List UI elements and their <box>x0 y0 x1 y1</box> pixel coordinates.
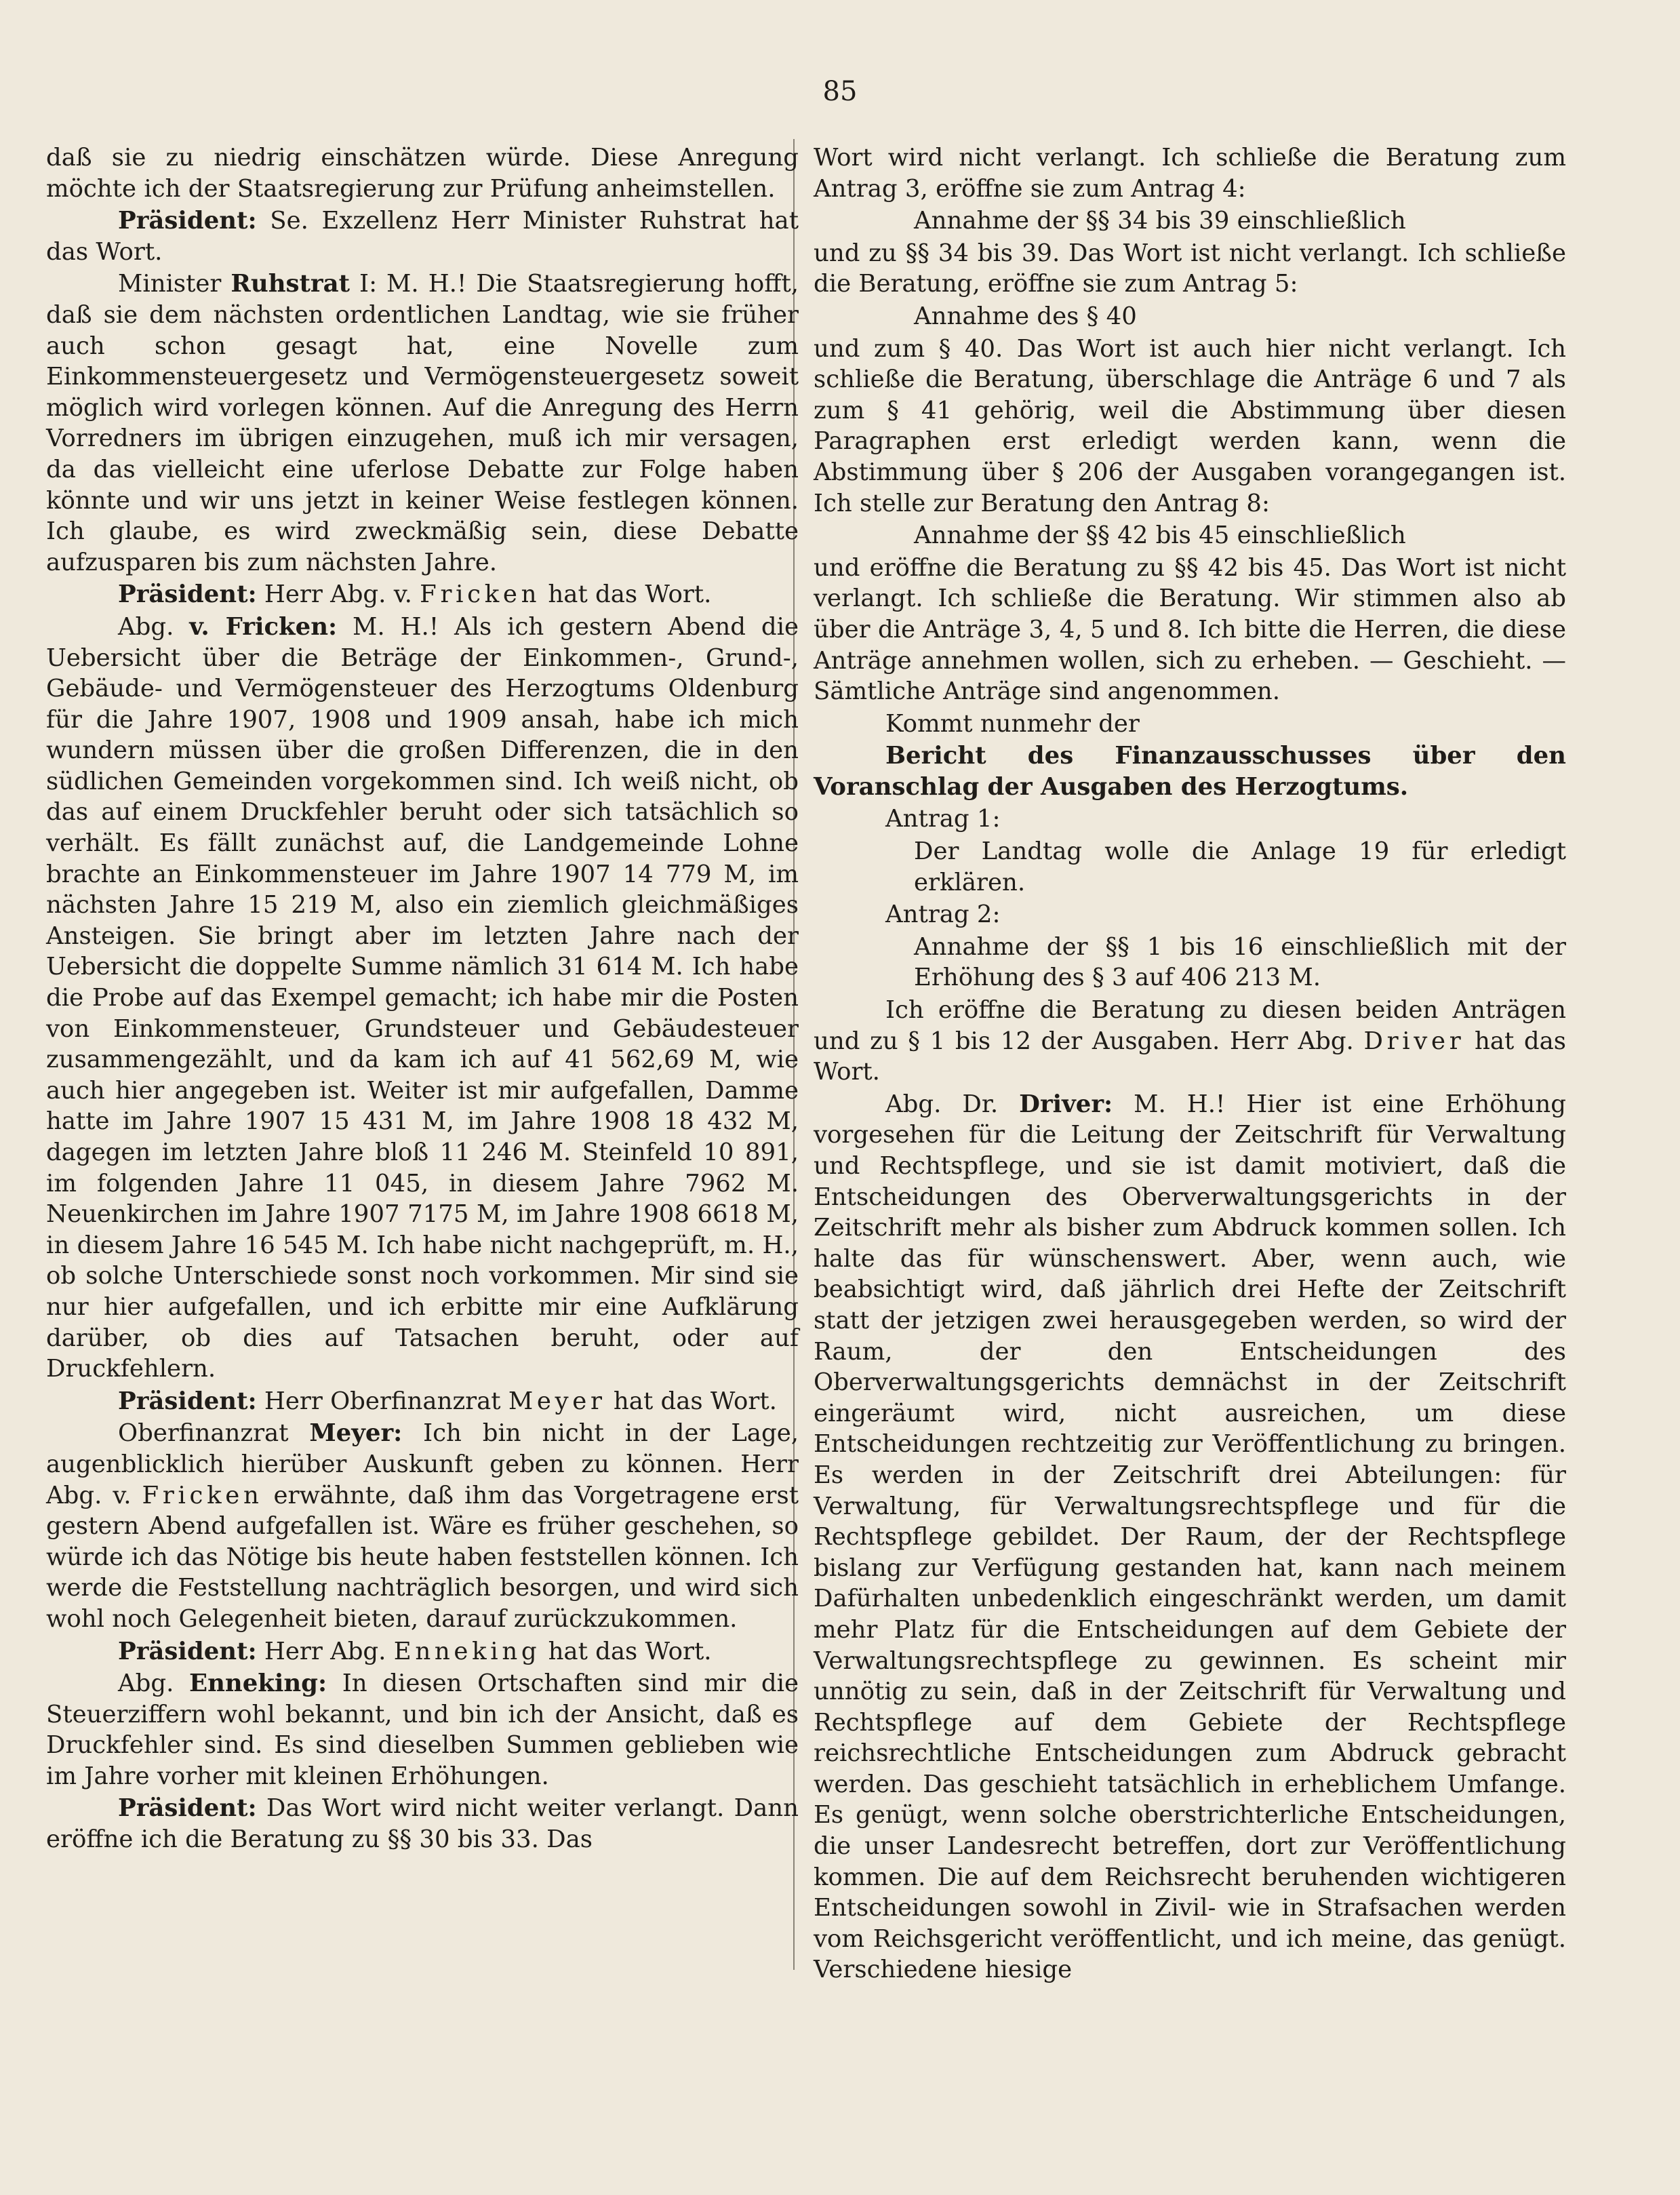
speaker-name: Enneking: <box>189 1669 327 1698</box>
person-name: Fricken <box>420 580 541 609</box>
paragraph <box>46 1636 799 1667</box>
speaker-name: Präsident: <box>118 207 257 235</box>
speech-text: Ich bin nicht in der Lage, augenblicklich hierüber Auskunft geben zu können. Herr Abg. v. <box>46 1419 799 1509</box>
paragraph <box>46 579 799 610</box>
speaker-name: Driver: <box>1019 1090 1113 1118</box>
speaker-title: Oberfinanzrat <box>118 1419 310 1448</box>
paragraph: daß sie zu niedrig einschätzen würde. Diese Anregung möchte ich der Staatsregierung zur Prüfung anheimstellen. <box>46 144 799 203</box>
speech-text: Se. Exzellenz Herr Minister Ruhstrat hat das Wort. <box>46 207 799 266</box>
paragraph: und zum § 40. Das Wort ist auch hier nicht verlangt. Ich schließe die Beratung, überschlage die Anträge 6 und 7 als zum § 41 gehörig, weil die Abstimmung über diesen Paragraphen erst erledigt werden kann, wenn die Abstimmung über § 206 der Ausgaben vorangegangen ist. Ich stelle zur Beratung den Antrag 8: <box>814 334 1566 517</box>
speaker-title: Minister <box>118 270 231 298</box>
paragraph <box>46 1793 799 1855</box>
motion-text: Der Landtag wolle die Anlage 19 für erledigt erklären. <box>914 837 1566 896</box>
speaker-name: Präsident: <box>118 1794 257 1823</box>
speech-text: erwähnte, daß ihm das Vorgetragene erst gestern Abend aufgefallen ist. Wäre es früher geschehen, so würde ich das Nötige bis heute haben feststellen können. Ich werde die Feststellung nachträglich besorgen, und wird sich wohl noch Gelegenheit bieten, darauf zurückzukommen. <box>46 1481 799 1633</box>
paragraph <box>814 995 1566 1088</box>
motion-text: Annahme der §§ 34 bis 39 einschließlich <box>914 207 1406 235</box>
speech-text: hat das Wort. <box>540 580 712 609</box>
paragraph <box>46 612 799 1385</box>
left-column <box>46 142 799 1855</box>
paragraph: und eröffne die Beratung zu §§ 42 bis 45. Das Wort ist nicht verlangt. Ich schließe die Beratung. Wir stimmen also ab über die Anträge 3, 4, 5 und 8. Ich bitte die Herren, die diese Anträge annehmen wollen, sich zu erheben. — Geschieht. — Sämtliche Anträge sind angenommen. <box>814 553 1566 706</box>
motion-text: Annahme der §§ 1 bis 16 einschließlich mit der Erhöhung des § 3 auf 406 213 M. <box>914 932 1566 992</box>
speech-text: I: M. H.! Die Staatsregierung hofft, daß sie dem nächsten ordentlichen Landtag, wie sie früher auch schon gesagt hat, eine Novelle zum Einkommensteuergesetz und Vermögensteuergesetz soweit möglich wird vorlegen können. Auf die Anregung des Herrn Vorredners im übrigen einzugehen, muß ich mir versagen, da das vielleicht eine uferlose Debatte zur Folge haben könnte und wir uns jetzt in keiner Weise festlegen können. Ich glaube, es wird zweckmäßig sein, diese Debatte aufzusparen bis zum nächsten Jahre. <box>46 270 799 576</box>
person-name: Enneking <box>393 1637 541 1665</box>
speaker-title: Abg. <box>118 1669 190 1698</box>
speaker-name: Präsident: <box>118 1637 257 1665</box>
speech-text: Ich eröffne die Beratung zu diesen beiden Anträgen und zu § 1 bis 12 der Ausgaben. Herr Abg. <box>814 996 1566 1055</box>
paragraph <box>814 1089 1566 1985</box>
speech-text: Herr Abg. v. <box>256 580 420 609</box>
paragraph: Kommt nunmehr der <box>885 709 1140 738</box>
speaker-name: Meyer: <box>309 1419 403 1448</box>
speaker-name: Präsident: <box>118 580 257 609</box>
motion-label: Antrag 2: <box>885 901 1001 929</box>
motion-text: Annahme der §§ 42 bis 45 einschließlich <box>914 521 1406 550</box>
paragraph <box>46 269 799 578</box>
motion-label: Antrag 1: <box>885 805 1001 833</box>
speech-text: Das Wort wird nicht weiter verlangt. Dann eröffne ich die Beratung zu §§ 30 bis 33. Das <box>46 1794 799 1854</box>
paragraph <box>46 1418 799 1634</box>
speech-text: hat das Wort. <box>814 1027 1566 1086</box>
paragraph: Wort wird nicht verlangt. Ich schließe die Beratung zum Antrag 3, eröffne sie zum Antrag 4: <box>814 144 1566 203</box>
page-number: 85 <box>822 76 858 107</box>
speech-text: In diesen Ortschaften sind mir die Steuerziffern wohl bekannt, und bin ich der Ansicht, daß es Druckfehler sind. Es sind dieselben Summen geblieben wie im Jahre vorher mit kleinen Erhöhungen. <box>46 1669 799 1790</box>
motion-text: Annahme des § 40 <box>914 302 1137 330</box>
person-name: Driver <box>1363 1027 1465 1055</box>
speaker-name: Präsident: <box>118 1387 257 1415</box>
speech-text: Herr Oberfinanzrat <box>256 1387 508 1415</box>
speech-text: Herr Abg. <box>256 1637 394 1665</box>
paragraph <box>46 205 799 267</box>
speech-text: hat das Wort. <box>605 1387 777 1415</box>
person-name: Meyer <box>508 1387 606 1415</box>
speaker-name: v. Fricken: <box>189 612 338 641</box>
speech-text: hat das Wort. <box>540 1637 712 1665</box>
section-heading: Bericht des Finanzausschusses über den Voranschlag der Ausgaben des Herzogtums. <box>814 742 1566 801</box>
paragraph <box>46 1386 799 1417</box>
speaker-title: Abg. Dr. <box>885 1090 1020 1118</box>
paragraph <box>46 1668 799 1792</box>
person-name: Fricken <box>142 1481 263 1509</box>
speaker-title: Abg. <box>118 612 190 641</box>
speaker-name: Ruhstrat <box>231 270 351 298</box>
speech-text: M. H.! Als ich gestern Abend die Uebersicht über die Beträge der Einkommen-, Grund-, Gebäude- und Vermögensteuer des Herzogtums Oldenburg für die Jahre 1907, 1908 und 1909 ansah, habe ich mich wundern müssen über die großen Differenzen, die in den südlichen Gemeinden vorgekommen sind. Ich weiß nicht, ob das auf einem Druckfehler beruht oder sich tatsächlich so verhält. Es fällt zunächst auf, die Landgemeinde Lohne brachte an Einkommensteuer im Jahre 1907 14 779 M, im nächsten Jahre 15 219 M, also ein ziemlich gleichmäßiges Ansteigen. Sie bringt aber im letzten Jahre nach der Uebersicht die doppelte Summe nämlich 31 614 M. Ich habe die Probe auf das Exempel gemacht; ich habe mir die Posten von Einkommensteuer, Grundsteuer und Gebäudesteuer zusammengezählt, und da kam ich auf 41 562,69 M, wie auch hier angegeben ist. Weiter ist mir aufgefallen, Damme hatte im Jahre 1907 15 431 M, im Jahre 1908 18 432 M, dagegen im letzten Jahre bloß 11 246 M. Steinfeld 10 891, im folgenden Jahre 11 045, in diesem Jahre 7962 M. Neuenkirchen im Jahre 1907 7175 M, im Jahre 1908 6618 M, in diesem Jahre 16 545 M. Ich habe nicht nachgeprüft, m. H., ob solche Unterschiede sonst noch vorkommen. Mir sind sie nur hier aufgefallen, und ich erbitte mir eine Aufklärung darüber, ob dies auf Tatsachen beruht, oder auf Druckfehlern. <box>46 612 799 1383</box>
right-column <box>814 142 1566 1985</box>
paragraph: und zu §§ 34 bis 39. Das Wort ist nicht verlangt. Ich schließe die Beratung, eröffne sie zum Antrag 5: <box>814 239 1566 298</box>
speech-text: M. H.! Hier ist eine Erhöhung vorgesehen für die Leitung der Zeitschrift für Verwaltung und Rechtspflege, und sie ist damit motiviert, daß die Entscheidungen des Oberverwaltungsgerichts in der Zeitschrift mehr als bisher zum Abdruck kommen sollen. Ich halte das für wünschenswert. Aber, wenn auch, wie beabsichtigt wird, daß jährlich drei Hefte der Zeitschrift statt der jetzigen zwei herausgegeben werden, so wird der Raum, der den Entscheidungen des Oberverwaltungsgerichts demnächst in der Zeitschrift eingeräumt wird, nicht ausreichen, um diese Entscheidungen rechtzeitig zur Veröffentlichung zu bringen. Es werden in der Zeitschrift drei Abteilungen: für Verwaltung, für Verwaltungsrechtspflege und für die Rechtspflege gebildet. Der Raum, der der Rechtspflege bislang zur Verfügung gestanden hat, kann nach meinem Dafürhalten unbedenklich eingeschränkt werden, um damit mehr Platz für die Entscheidungen auf dem Gebiete der Verwaltungsrechtspflege zu gewinnen. Es scheint mir unnötig zu sein, daß in der Zeitschrift für Verwaltung und Rechtspflege auf dem Gebiete der Rechtspflege reichsrechtliche Entscheidungen zum Abdruck gebracht werden. Das geschieht tatsächlich in erheblichem Umfange. Es genügt, wenn solche oberstrichterliche Entscheidungen, die unser Landesrecht betreffen, dort zur Veröffentlichung kommen. Die auf dem Reichsrecht beruhenden wichtigeren Entscheidungen sowohl in Zivil- wie in Strafsachen werden vom Reichsgericht veröffentlicht, und ich meine, das genügt. Verschiedene hiesige <box>814 1090 1566 1984</box>
